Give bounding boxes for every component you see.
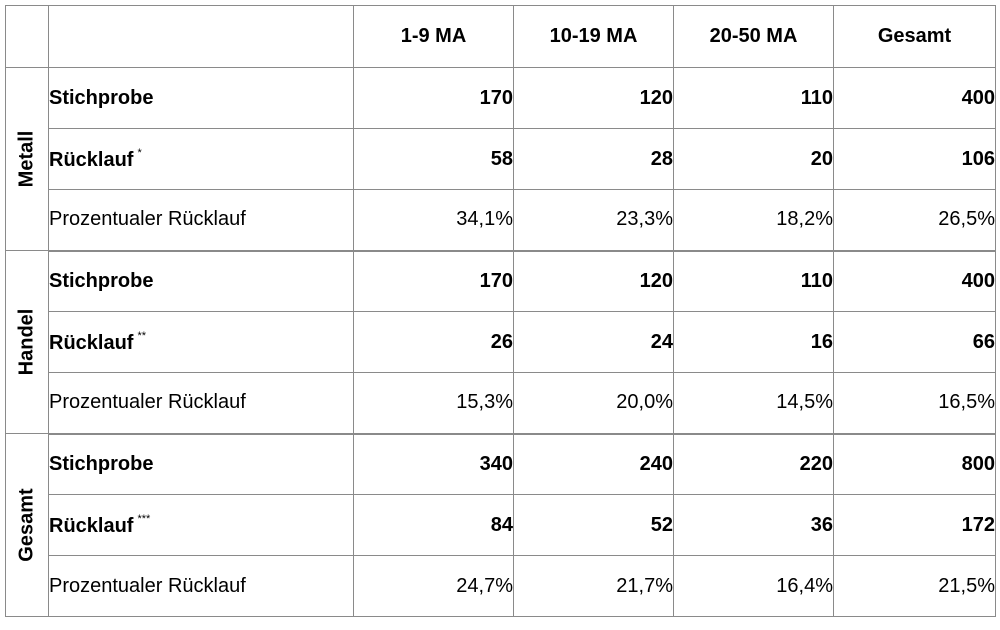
table-cell: 170 xyxy=(354,68,514,129)
table-cell: 110 xyxy=(674,68,834,129)
table-cell: 400 xyxy=(834,68,996,129)
table-cell: 16,4% xyxy=(674,556,834,617)
response-rate-table xyxy=(5,5,996,617)
table-row xyxy=(6,312,996,373)
header-empty-cell xyxy=(6,6,49,68)
table-cell: 400 xyxy=(834,251,996,312)
row-label: Prozentualer Rücklauf xyxy=(49,556,354,617)
table-cell: 220 xyxy=(674,434,834,495)
table-cell: 58 xyxy=(354,129,514,190)
table-cell: 106 xyxy=(834,129,996,190)
table-row xyxy=(6,434,996,495)
header-col-1-9: 1-9 MA xyxy=(354,6,514,68)
row-label: Stichprobe xyxy=(49,251,354,312)
row-label: Prozentualer Rücklauf xyxy=(49,190,354,251)
table-row xyxy=(6,129,996,190)
footnote-marker: *** xyxy=(137,512,151,525)
table-cell: 14,5% xyxy=(674,373,834,434)
table-cell: 120 xyxy=(514,251,674,312)
row-label: Rücklauf ** xyxy=(49,312,354,373)
table-cell: 24 xyxy=(514,312,674,373)
table-cell: 26,5% xyxy=(834,190,996,251)
table-cell: 170 xyxy=(354,251,514,312)
table-cell: 110 xyxy=(674,251,834,312)
footnote-marker: ** xyxy=(137,329,147,342)
table-cell: 18,2% xyxy=(674,190,834,251)
table-cell: 340 xyxy=(354,434,514,495)
group-label-gesamt: Gesamt xyxy=(6,434,49,617)
table-cell: 28 xyxy=(514,129,674,190)
table-cell: 120 xyxy=(514,68,674,129)
table-cell: 20 xyxy=(674,129,834,190)
table-cell: 20,0% xyxy=(514,373,674,434)
table-cell: 240 xyxy=(514,434,674,495)
table-row xyxy=(6,556,996,617)
table-row xyxy=(6,190,996,251)
header-empty-cell xyxy=(49,6,354,68)
table-cell: 84 xyxy=(354,495,514,556)
table-cell: 52 xyxy=(514,495,674,556)
table-cell: 16 xyxy=(674,312,834,373)
row-label: Stichprobe xyxy=(49,434,354,495)
header-col-gesamt: Gesamt xyxy=(834,6,996,68)
group-label-metall: Metall xyxy=(6,68,49,251)
table-cell: 16,5% xyxy=(834,373,996,434)
header-row xyxy=(6,6,996,68)
table-cell: 800 xyxy=(834,434,996,495)
table-cell: 23,3% xyxy=(514,190,674,251)
table-cell: 15,3% xyxy=(354,373,514,434)
header-col-10-19: 10-19 MA xyxy=(514,6,674,68)
table-cell: 21,7% xyxy=(514,556,674,617)
table-cell: 26 xyxy=(354,312,514,373)
table-row xyxy=(6,251,996,312)
table-cell: 66 xyxy=(834,312,996,373)
table-row xyxy=(6,68,996,129)
table-cell: 36 xyxy=(674,495,834,556)
footnote-marker: * xyxy=(137,146,142,159)
table-cell: 172 xyxy=(834,495,996,556)
row-label: Rücklauf *** xyxy=(49,495,354,556)
row-label: Stichprobe xyxy=(49,68,354,129)
row-label: Rücklauf * xyxy=(49,129,354,190)
table-cell: 21,5% xyxy=(834,556,996,617)
row-label: Prozentualer Rücklauf xyxy=(49,373,354,434)
table-row xyxy=(6,495,996,556)
table-cell: 24,7% xyxy=(354,556,514,617)
table-cell: 34,1% xyxy=(354,190,514,251)
table-row xyxy=(6,373,996,434)
group-label-handel: Handel xyxy=(6,251,49,434)
header-col-20-50: 20-50 MA xyxy=(674,6,834,68)
